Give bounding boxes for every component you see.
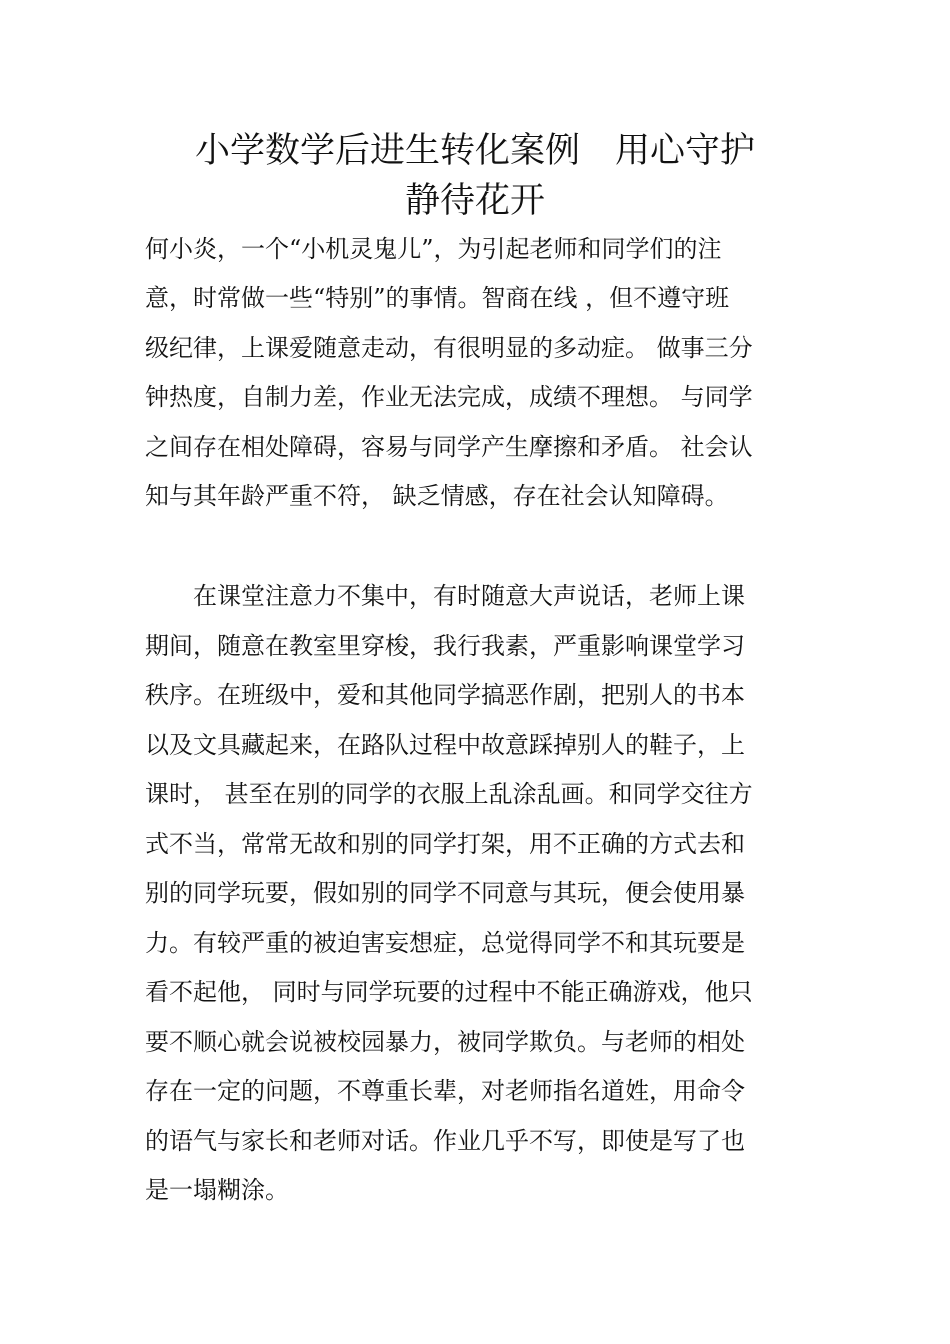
paragraph-2-line: 秩序。在班级中，爱和其他同学搞恶作剧，把别人的书本: [145, 681, 745, 709]
document-title-line-2: 静待花开: [404, 181, 545, 221]
paragraph-1-line: 何小炎，一个“小机灵鬼儿”，为引起老师和同学们的注: [145, 235, 722, 263]
paragraph-1-line: 意，时常做一些“特别”的事情。智商在线 ，但不遵守班: [145, 284, 730, 312]
paragraph-2-line: 力。有较严重的被迫害妄想症，总觉得同学不和其玩要是: [145, 929, 745, 957]
paragraph-2-line: 课时， 甚至在别的同学的衣服上乱涂乱画。和同学交往方: [145, 780, 753, 808]
paragraph-2-line: 要不顺心就会说被校园暴力，被同学欺负。与老师的相处: [145, 1028, 745, 1056]
paragraph-1-line: 之间存在相处障碍，容易与同学产生摩擦和矛盾。 社会认: [145, 433, 753, 461]
paragraph-2-line: 以及文具藏起来，在路队过程中故意踩掉别人的鞋子，上: [145, 731, 745, 759]
paragraph-2-line: 的语气与家长和老师对话。作业几乎不写，即使是写了也: [145, 1127, 745, 1155]
paragraph-2-line: 存在一定的问题，不尊重长辈，对老师指名道姓，用命令: [145, 1077, 745, 1105]
paragraph-1-line: 钟热度，自制力差，作业无法完成，成绩不理想。 与同学: [145, 383, 753, 411]
paragraph-2-line: 期间，随意在教室里穿梭，我行我素，严重影响课堂学习: [145, 632, 745, 660]
paragraph-2-line: 式不当，常常无故和别的同学打架，用不正确的方式去和: [145, 830, 745, 858]
paragraph-2-line: 别的同学玩要，假如别的同学不同意与其玩，便会使用暴: [145, 879, 745, 907]
paragraph-2-line: 在课堂注意力不集中，有时随意大声说话，老师上课: [145, 582, 745, 610]
paragraph-2-line: 看不起他， 同时与同学玩要的过程中不能正确游戏，他只: [145, 978, 753, 1006]
paragraph-1-line: 知与其年龄严重不符， 缺乏情感，存在社会认知障碍。: [145, 482, 729, 510]
paragraph-1-line: 级纪律，上课爱随意走动，有很明显的多动症。 做事三分: [145, 334, 753, 362]
document-title-line-1: 小学数学后进生转化案例 用心守护: [194, 131, 755, 171]
paragraph-2-line: 是一塌糊涂。: [145, 1176, 289, 1204]
